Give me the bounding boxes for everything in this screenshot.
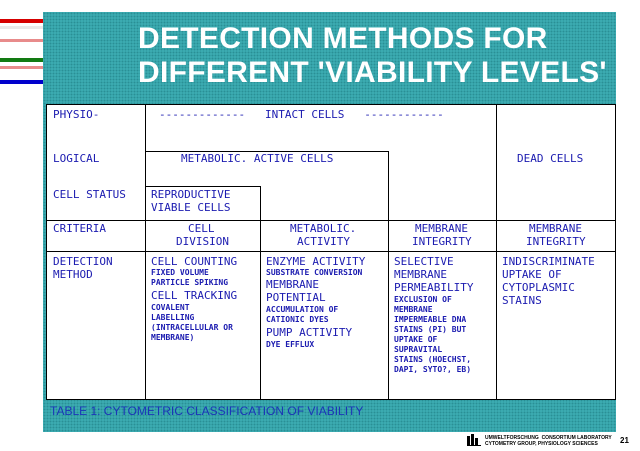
grid-line — [388, 151, 389, 399]
title-line-1: DETECTION METHODS FOR — [138, 22, 548, 55]
criteria-cell-division-2: DIVISION — [176, 235, 229, 248]
page-number: 21 — [620, 436, 629, 445]
footer-credits — [485, 435, 612, 447]
grid-line — [145, 186, 261, 187]
footer-line-1: UMWELTFORSCHUNG CONSORTIUM LABORATORY — [485, 435, 612, 441]
criteria-metabolic-2: ACTIVITY — [297, 235, 350, 248]
method-detail: DAPI, SYTO?, EB) — [394, 365, 472, 374]
grid-line — [260, 186, 261, 399]
method-line: SELECTIVE — [394, 255, 454, 268]
method-detail: FIXED VOLUME — [151, 268, 209, 277]
method-line: STAINS — [502, 294, 542, 307]
metabolic-active-header: METABOLIC. ACTIVE CELLS — [181, 152, 334, 165]
grid-line — [47, 251, 615, 252]
table-caption: TABLE 1: CYTOMETRIC CLASSIFICATION OF VIABILITY — [50, 404, 364, 418]
criteria-membrane-dead-1: MEMBRANE — [529, 222, 582, 235]
method-detail: SUPRAVITAL — [394, 345, 443, 354]
dead-cells-header: DEAD CELLS — [517, 152, 584, 165]
method-detail: CATIONIC DYES — [266, 315, 329, 324]
method-line: PERMEABILITY — [394, 281, 474, 294]
criteria-cell-division-1: CELL — [188, 222, 215, 235]
method-detail: IMPERMEABLE DNA — [394, 315, 467, 324]
method-line: CYTOPLASMIC — [502, 281, 575, 294]
row-label-detection: DETECTION — [53, 255, 113, 268]
criteria-membrane-1: MEMBRANE — [415, 222, 468, 235]
intact-cells-header: ------------- INTACT CELLS ------------ — [159, 108, 444, 121]
reproductive-label: REPRODUCTIVE — [151, 188, 231, 201]
method-line: MEMBRANE — [266, 278, 319, 291]
slide-title — [138, 22, 618, 90]
method-detail: STAINS (HOECHST, — [394, 355, 472, 364]
grid-line — [496, 105, 497, 399]
row-label-criteria: CRITERIA — [53, 222, 106, 235]
row-label-method: METHOD — [53, 268, 93, 281]
method-detail: (INTRACELLULAR OR — [151, 323, 233, 332]
method-detail: EXCLUSION OF — [394, 295, 452, 304]
method-detail: ACCUMULATION OF — [266, 305, 339, 314]
criteria-membrane-2: INTEGRITY — [412, 235, 472, 248]
method-line: POTENTIAL — [266, 291, 326, 304]
viable-cells-label: VIABLE CELLS — [151, 201, 231, 214]
method-detail: PARTICLE SPIKING — [151, 278, 229, 287]
title-line-2: DIFFERENT 'VIABILITY LEVELS' — [138, 56, 607, 89]
method-detail: SUBSTRATE CONVERSION — [266, 268, 363, 277]
row-label-logical: LOGICAL — [53, 152, 100, 165]
method-line: MEMBRANE — [394, 268, 447, 281]
method-line: PUMP ACTIVITY — [266, 326, 353, 339]
method-detail: COVALENT — [151, 303, 190, 312]
row-label-physio: PHYSIO- — [53, 108, 100, 121]
method-line: ENZYME ACTIVITY — [266, 255, 366, 268]
method-detail: MEMBRANE — [394, 305, 433, 314]
method-line: CELL COUNTING — [151, 255, 238, 268]
method-detail: MEMBRANE) — [151, 333, 195, 342]
method-line: CELL TRACKING — [151, 289, 238, 302]
viability-table — [46, 104, 616, 400]
method-detail: STAINS (PI) BUT — [394, 325, 467, 334]
row-label-cell-status: CELL STATUS — [53, 188, 126, 201]
method-detail: UPTAKE OF — [394, 335, 438, 344]
criteria-metabolic-1: METABOLIC. — [290, 222, 357, 235]
criteria-membrane-dead-2: INTEGRITY — [526, 235, 586, 248]
method-detail: DYE EFFLUX — [266, 340, 315, 349]
institute-logo-icon — [467, 434, 481, 446]
footer-line-2: CYTOMETRY GROUP, PHYSIOLOGY SCIENCES — [485, 441, 598, 447]
method-line: UPTAKE OF — [502, 268, 562, 281]
grid-line — [145, 105, 146, 399]
method-line: INDISCRIMINATE — [502, 255, 595, 268]
grid-line — [47, 220, 615, 221]
method-detail: LABELLING — [151, 313, 195, 322]
